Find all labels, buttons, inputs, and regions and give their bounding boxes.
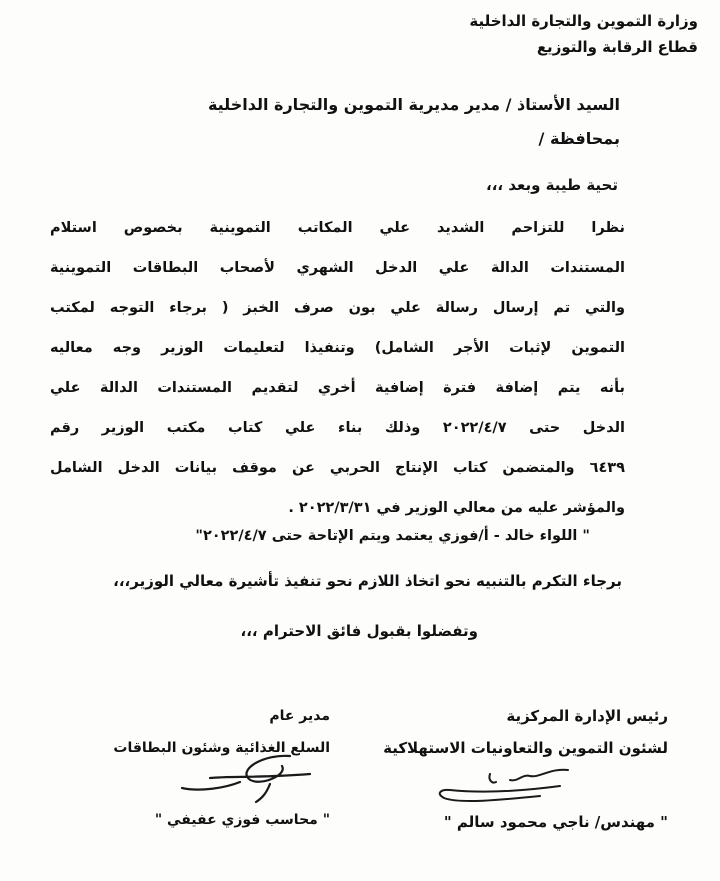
- handwritten-signature-left: [430, 760, 580, 810]
- signatory-title: رئيس الإدارة المركزية: [506, 707, 668, 725]
- body-line: ٦٤٣٩ والمتضمن كتاب الإنتاج الحربي عن موقف بيانات الدخل الشامل: [50, 460, 625, 476]
- addressee-line: السيد الأستاذ / مدير مديرية التموين والتجارة الداخلية: [207, 95, 620, 114]
- closing-line: وتفضلوا بقبول فائق الاحترام ،،،: [240, 622, 478, 640]
- body-line: المستندات الدالة علي الدخل الشهري لأصحاب البطاقات التموينية: [50, 260, 625, 276]
- request-line: برجاء التكرم بالتنبيه نحو اتخاذ اللازم نحو تنفيذ تأشيرة معالي الوزير،،،: [113, 572, 622, 590]
- body-line: والتي تم إرسال رسالة علي بون صرف الخبز ( برجاء التوجه لمكتب: [50, 300, 625, 316]
- signatory-name: " محاسب فوزي عفيفي ": [154, 812, 330, 828]
- letter-body: [50, 208, 625, 528]
- body-line: التموين لإثبات الأجر الشامل) وتنفيذا لتعليمات الوزير وجه معاليه: [50, 340, 625, 356]
- body-line: نظرا للتزاحم الشديد علي المكاتب التموينية بخصوص استلام: [50, 220, 625, 236]
- body-line: الدخل حتى ٢٠٢٢/٤/٧ وذلك بناء علي كتاب مكتب الوزير رقم: [50, 420, 625, 436]
- body-line: بأنه يتم إضافة فترة إضافية أخري لتقديم المستندات الدالة علي: [50, 380, 625, 396]
- ministry-name: وزارة التموين والتجارة الداخلية: [469, 12, 698, 30]
- signatory-department: السلع الغذائية وشئون البطاقات: [113, 740, 330, 756]
- greeting: تحية طيبة وبعد ،،،: [486, 176, 618, 194]
- body-line: والمؤشر عليه من معالي الوزير في ٢٠٢٢/٣/٣١ .: [288, 500, 625, 516]
- minister-directive: " اللواء خالد - أ/فوزي يعتمد ويتم الإتاحة حتى ٢٠٢٢/٤/٧": [195, 528, 590, 544]
- signatory-title: مدير عام: [269, 708, 330, 724]
- sector-name: قطاع الرقابة والتوزيع: [536, 38, 698, 56]
- addressee-governorate: بمحافظة /: [538, 129, 620, 148]
- signatory-name: " مهندس/ ناجي محمود سالم ": [443, 813, 668, 831]
- letterhead: [469, 8, 698, 60]
- signature-block-director-general: [100, 700, 330, 836]
- signatory-department: لشئون التموين والتعاونيات الاستهلاكية: [383, 739, 668, 757]
- addressee-block: [208, 88, 620, 156]
